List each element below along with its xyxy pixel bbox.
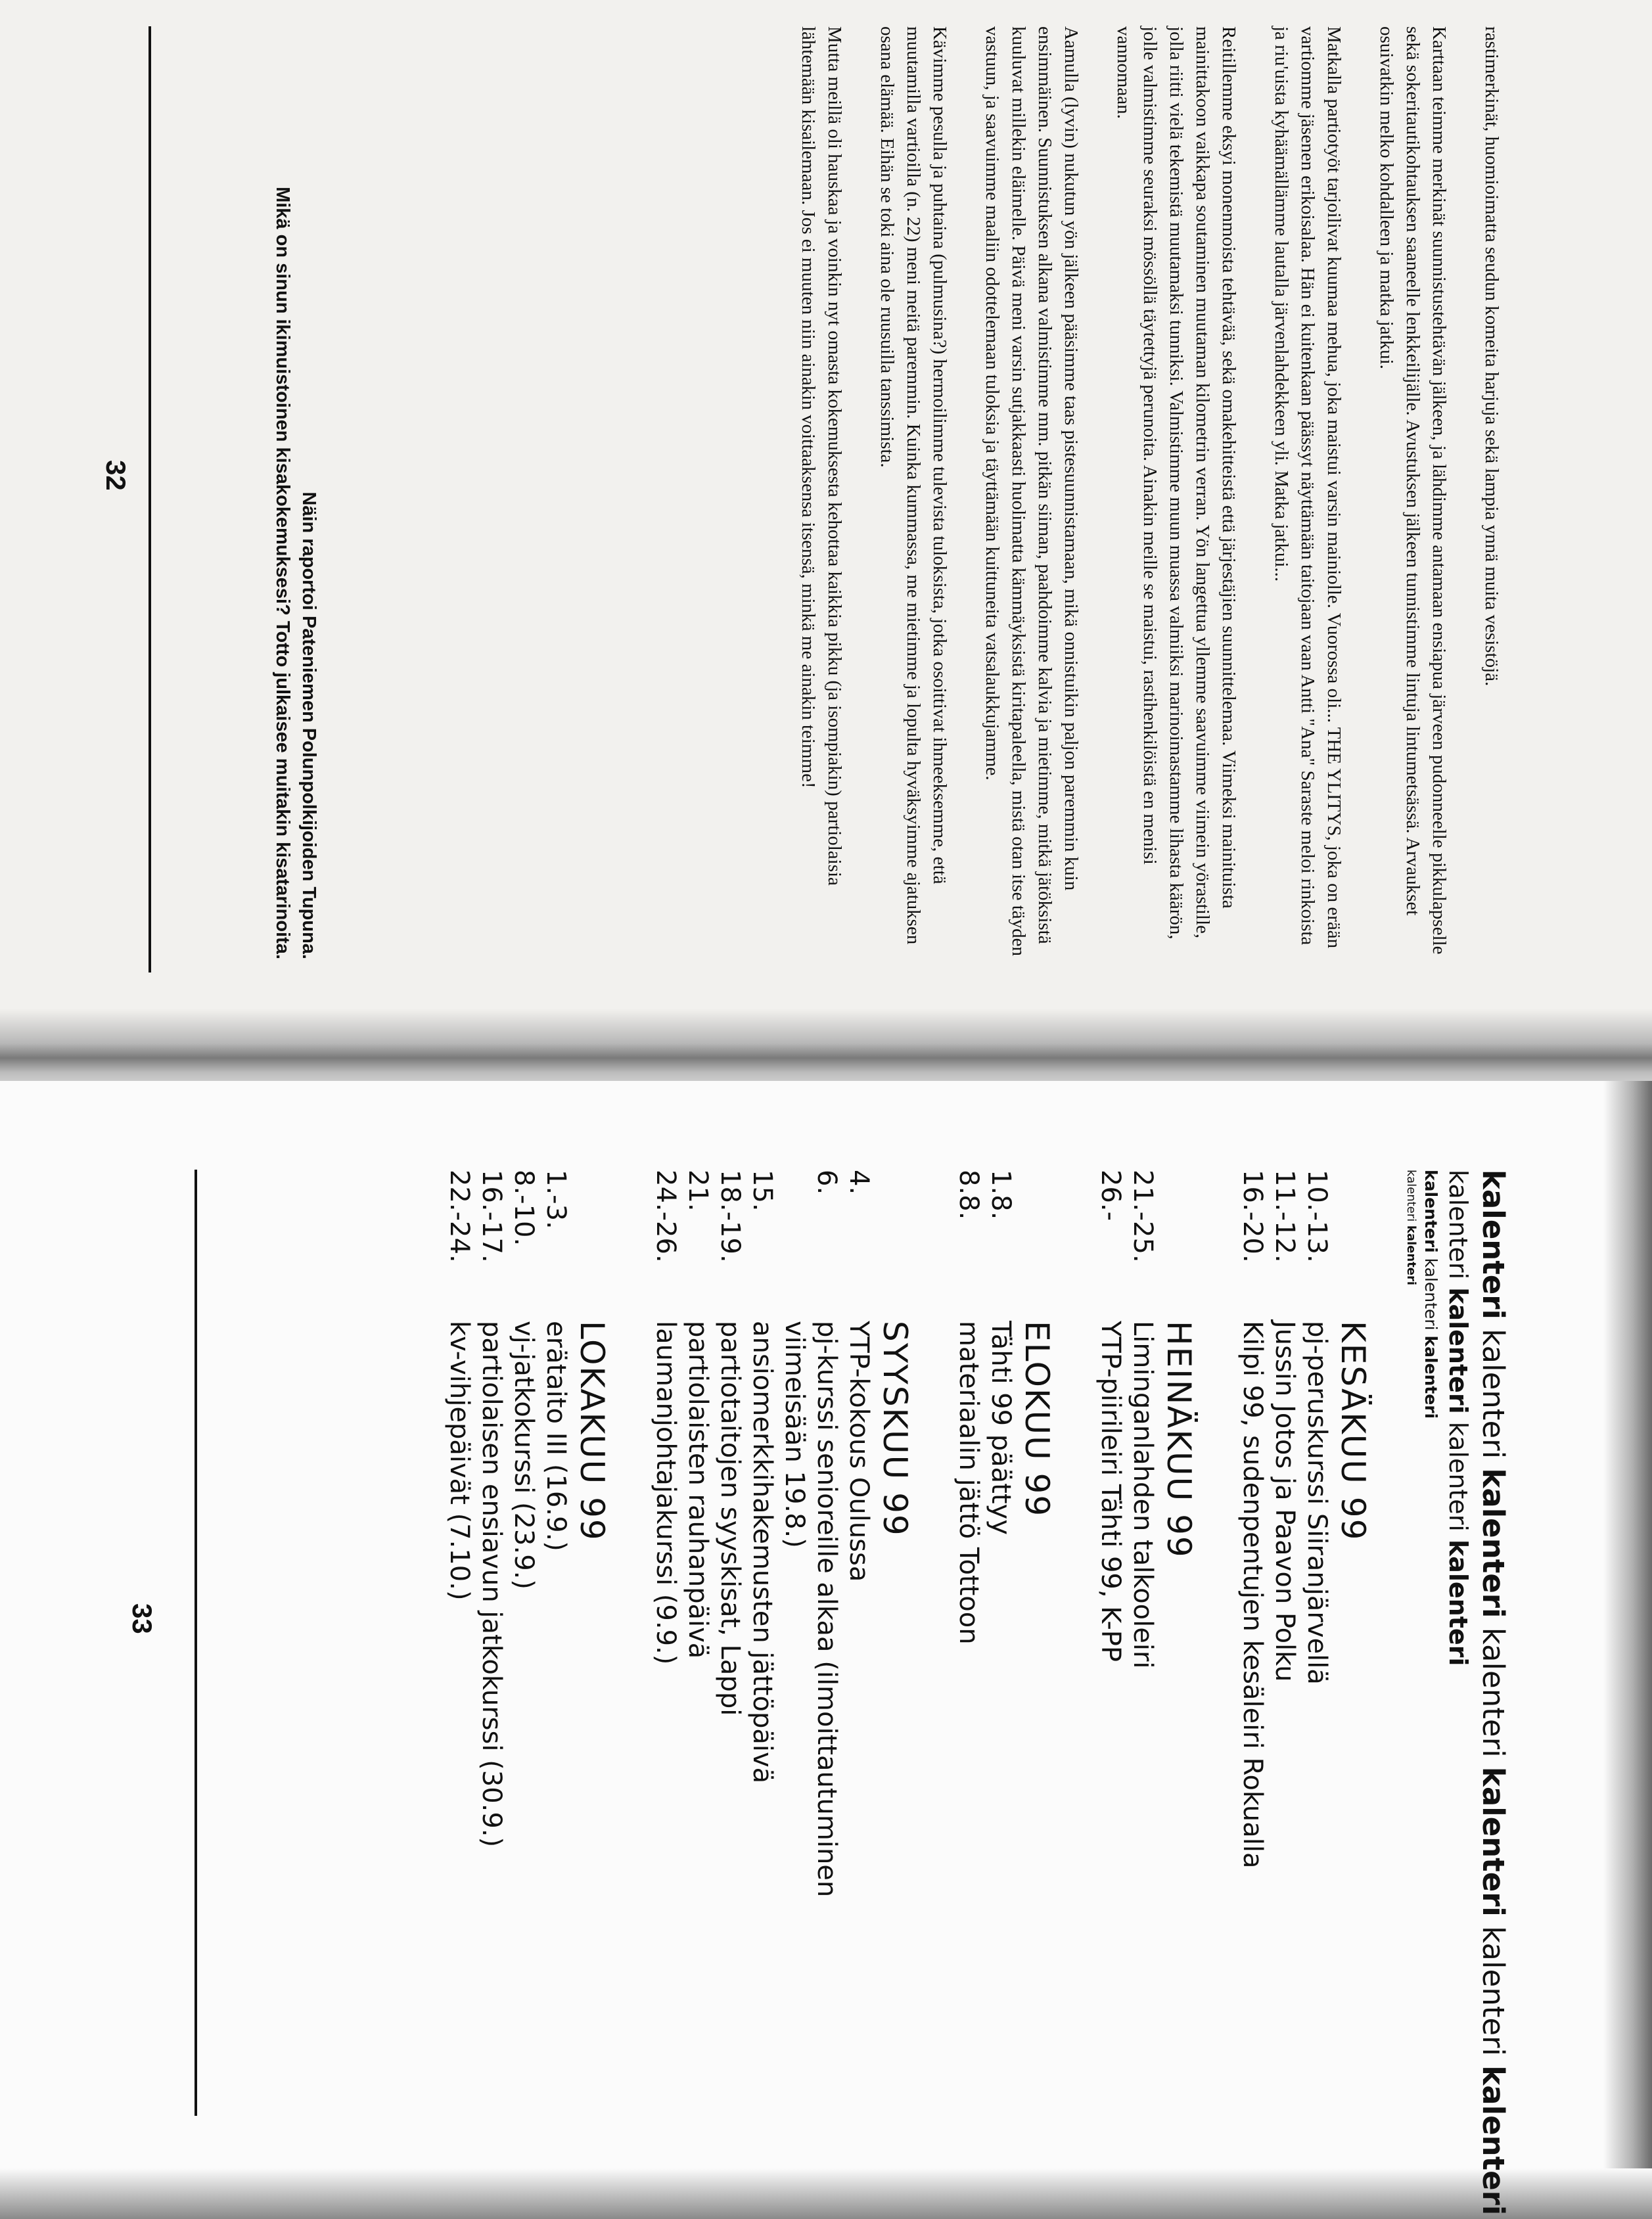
page-number: 33	[127, 1603, 158, 1634]
article-paragraph: rastimerkinät, huomioimatta seudun komeita harjuja sekä lampia ynnä muita vesistöjä.	[1481, 26, 1502, 687]
event-text: ansiomerkkihakemusten jättöpäivä	[747, 1321, 777, 1784]
kalenteri-line-4: kalenteri kalenteri	[1404, 1170, 1418, 1286]
article-paragraph: Mutta meillä oli hauskaa ja voinkin nyt omasta kokemuksesta kehottaa kaikkia pikku (ja isompiakin) partiolaisia lähtemään kisailemaan. Jos ei muuten niin ainakin voittaaksensa itsensä, minkä me ainakin teimme!	[798, 26, 845, 886]
bottom-rule	[195, 1170, 197, 2116]
event-date: 11.-12.	[1270, 1170, 1300, 1263]
event-row	[778, 1170, 842, 2116]
event-text-block	[778, 1321, 842, 2116]
event-row	[714, 1170, 746, 2116]
event-date: 1.8.	[986, 1170, 1016, 1220]
event-text: pj-peruskurssi Siiranjärvellä	[1302, 1321, 1332, 1685]
event-date: 16.-20.	[1237, 1170, 1268, 1263]
event-text: YTP-kokous Oulussa	[844, 1321, 874, 1582]
event-row	[1268, 1170, 1300, 2116]
month-heading: LOKAKUU 99	[573, 1321, 611, 1542]
event-row	[842, 1170, 875, 2116]
event-date: 6.	[812, 1170, 842, 1195]
page-32-content	[72, 26, 1505, 959]
month-heading: KESÄKUU 99	[1334, 1321, 1372, 1542]
event-date: 22.-24.	[444, 1170, 474, 1263]
article-signature	[204, 26, 322, 959]
event-text: pj-kurssi senioreille alkaa (ilmoittautuminen	[812, 1321, 842, 1898]
event-text: vj-jatkokurssi (23.9.)	[509, 1321, 539, 1590]
event-row	[746, 1170, 778, 2116]
event-row	[539, 1170, 572, 2116]
event-text: YTP-piirileiri Tähti 99, K-PP	[1095, 1321, 1126, 1662]
event-text: erätaito III (16.9.)	[541, 1321, 571, 1551]
event-date: 4.	[844, 1170, 874, 1195]
article-paragraph: Reitillemme eksyi monenmoista tehtävää, sekä omakehitteistä että järjestäjien suunnittelemaa. Viimeksi mainituista mainittakoon vaikkapa soutaminen muutaman kilometrin verran. Yön langettua yllemme saavuimme viimein yörastille, jolla riitti vielä tekemistä muutamaksi tunniksi. Valmistimme muun muassa valmiiksi marinoimastamme lihasta käärön, jolle valmistimme seuraksi mössöllä täytettyjä perunoita. Ainakin meille se maistui, rastihenkilöistä en menisi vannomaan.	[1113, 26, 1239, 940]
event-date: 8.8.	[953, 1170, 984, 1220]
call-to-action: Mikä on sinun ikimuistoinen kisakokemuksesi? Totto julkaisee muitakin kisatarinoita.	[272, 187, 293, 959]
month-heading: SYYSKUU 99	[876, 1321, 914, 1537]
page-edge-shadow-bottom	[0, 2168, 1652, 2219]
month-heading: HEINÄKUU 99	[1160, 1321, 1198, 1559]
event-row	[475, 1170, 507, 2116]
event-text: Jussin Jotos ja Paavon Polku	[1270, 1321, 1300, 1682]
event-row	[681, 1170, 714, 2116]
event-row	[1236, 1170, 1268, 2116]
event-date: 10.-13.	[1302, 1170, 1332, 1263]
page-edge-shadow	[1603, 1081, 1652, 2219]
event-text-continued: viimeisään 19.8.)	[779, 1321, 810, 1548]
page-33-content	[66, 1170, 1511, 2216]
kalenteri-line-3: kalenteri kalenteri kalenteri	[1421, 1170, 1440, 1419]
event-date: 15.	[747, 1170, 777, 1212]
event-date: 8.-10.	[509, 1170, 539, 1247]
event-text: Tähti 99 päättyy	[986, 1321, 1016, 1535]
kalenteri-header	[1402, 1170, 1511, 2216]
event-text: materiaalin jättö Tottoon	[953, 1321, 984, 1645]
event-row	[1300, 1170, 1333, 2116]
article-paragraph: Matkalla partiotyöt tarjoilivat kuumaa mehua, joka maistui varsin mainiolle. Vuorossa oli... THE YLITYS, joka on erään vartiomme jäsenen erikoisalaa. Hän ei kuitenkaan päässyt näyttämään taitojaan vaan Antti "Ana" Saraste meloi rinkoista ja riu'uista kyhäämällämme lautalla järvenlahdekkeen yli. Matka jatkui...	[1271, 26, 1344, 949]
event-date: 26.-	[1095, 1170, 1126, 1222]
event-row	[952, 1170, 984, 2116]
event-date: 18.-19.	[715, 1170, 745, 1263]
bottom-rule	[149, 26, 151, 972]
event-date: 21.-25.	[1128, 1170, 1158, 1263]
event-row	[649, 1170, 681, 2116]
event-row	[1094, 1170, 1126, 2116]
event-date: 16.-17.	[476, 1170, 507, 1263]
event-text: Kilpi 99, sudenpentujen kesäleiri Rokualla	[1237, 1321, 1268, 1869]
event-text: Liminganlahden talkooleiri	[1128, 1321, 1158, 1669]
event-text: laumanjohtajakurssi (9.9.)	[651, 1321, 681, 1665]
event-row	[984, 1170, 1017, 2116]
event-text: partiotaitojen syyskisat, Lappi	[715, 1321, 745, 1716]
event-row	[443, 1170, 475, 2116]
event-row	[1126, 1170, 1159, 2116]
event-date: 24.-26.	[651, 1170, 681, 1263]
event-date: 1.-3.	[541, 1170, 571, 1229]
article-paragraph: Kävimme pesulla ja puhtaina (pulmusina?) hermoilimme tulevista tuloksista, jotka osoittivat ihmeeksemme, että muutamilla vartioilla (n. 22) meni meitä paremmin. Kuinka kummassa, me mietimme ja lopulta hyväksyimme ajatuksen osana elämää. Eihän se toki aina ole ruusuilla tanssimista.	[877, 26, 950, 945]
kalenteri-line-2: kalenteri kalenteri kalenteri kalenteri	[1444, 1170, 1473, 1666]
event-calendar	[443, 1170, 1373, 2116]
article-body	[388, 26, 1505, 959]
event-date: 21.	[683, 1170, 713, 1212]
kalenteri-line-1: kalenteri kalenteri kalenteri kalenteri kalenteri kalenteri kalenteri	[1476, 1170, 1511, 2216]
page-number: 32	[101, 460, 131, 491]
signature-line: Näin raportoi Pateniemen Polunpolkijoiden Tupuna.	[298, 492, 319, 959]
month-heading: ELOKUU 99	[1018, 1321, 1056, 1518]
article-paragraph: Karttaan teimme merkinät suunnistustehtävän jälkeen, ja lähdimme antamaan ensiapua järveen pudonneelle pikkulapselle sekä sokeritautikohtauksen saaneelle lenkkeilijälle. Avustuksen jälkeen tunnistimme lintuja lintumetsässä. Arvaukset osuivatkin melko kohdalleen ja matka jatkui.	[1376, 26, 1450, 955]
event-text: kv-vihjepäivät (7.10.)	[444, 1321, 474, 1601]
event-row	[507, 1170, 539, 2116]
event-text: partiolaisen ensiavun jatkokurssi (30.9.)	[476, 1321, 507, 1848]
event-text: partiolaisten rauhanpäivä	[683, 1321, 713, 1659]
article-paragraph: Aamulla (lyvin) nukutun yön jälkeen pääsimme taas pistesuunnistamaan, mikä onnistuikin paljon paremmin kuin ensimmäinen. Suunnistuksen alkana valmistimme mm. pitkän siiman, paahdoimme kalvia ja mietimme, mitkä jätöksistä kuuluvat millekin eläimelle. Päivä meni varsin sutjakkaasti huolimatta kämmäyksistä kiritapaleella, mistä otan itse täyden vastuun, ja saavuimme maaliin odottelemaan tuloksia ja täyttämään kuittuneita vatsalaukkujamme.	[982, 26, 1082, 956]
